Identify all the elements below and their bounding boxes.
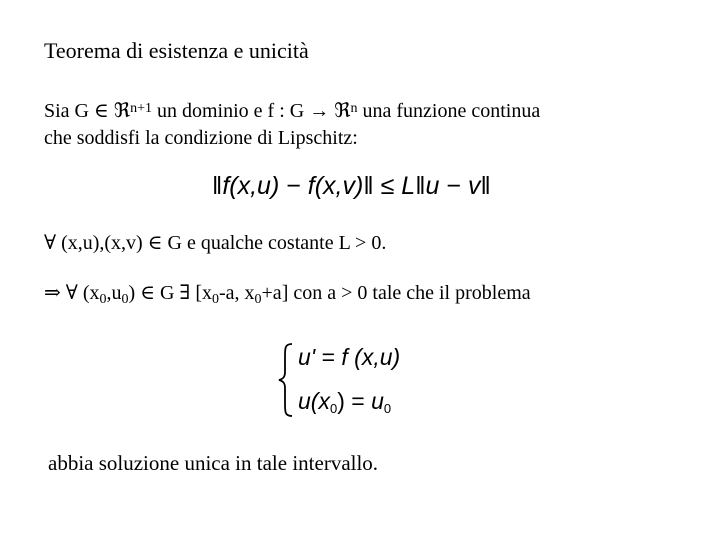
subscript: 0 <box>329 401 338 416</box>
page-title: Teorema di esistenza e unicità <box>44 38 309 63</box>
text: (x,u),(x,v) <box>56 232 148 254</box>
statement-line-1 <box>44 98 540 123</box>
text: -a, x <box>218 282 255 304</box>
text: ,u <box>106 282 122 304</box>
curly-brace <box>276 342 296 418</box>
superscript: n+1 <box>130 101 152 116</box>
implies-symbol: ⇒ <box>44 282 61 304</box>
variable-v: v <box>467 172 481 200</box>
exists-symbol: ∃ <box>179 282 191 304</box>
text: Sia G <box>44 100 94 122</box>
function-f: f <box>341 344 348 370</box>
variable-u: u <box>425 172 440 200</box>
value-u: u <box>371 388 384 414</box>
lipschitz-formula <box>212 172 491 201</box>
norm-bar: ‖ <box>212 172 223 200</box>
real-space-symbol: ℜ <box>113 100 131 122</box>
implies-line <box>44 280 531 308</box>
argument: (x,u) <box>229 172 280 200</box>
text: ) <box>128 282 141 304</box>
subscript: 0 <box>211 292 219 307</box>
text: [x <box>190 282 212 304</box>
norm-bar: ‖ <box>480 172 491 200</box>
function-f: f <box>222 172 230 200</box>
leq-sign: ≤ <box>373 172 402 200</box>
forall-symbol: ∀ <box>44 232 57 254</box>
conclusion-line: abbia soluzione unica in tale intervallo. <box>48 451 379 475</box>
text: +a] con a > 0 tale che il problema <box>261 282 531 304</box>
function-f: f <box>307 172 315 200</box>
statement-line-2: che soddisfi la condizione di Lipschitz: <box>44 127 358 149</box>
minus-sign: − <box>439 172 468 200</box>
derivative-u: u' <box>298 344 316 370</box>
text: una funzione continua <box>357 100 541 122</box>
forall-symbol: ∀ <box>65 282 78 304</box>
text: (x <box>77 282 100 304</box>
element-of-symbol: ∈ <box>147 232 163 254</box>
text: un dominio e f : G <box>152 100 310 122</box>
subscript: 0 <box>121 292 129 307</box>
constant-L: L <box>401 172 416 200</box>
arrow-symbol: → <box>309 100 330 122</box>
real-space-symbol: ℜ <box>334 100 351 122</box>
argument: (x <box>310 388 330 414</box>
argument: (x,u) <box>347 344 401 370</box>
subscript: 0 <box>254 292 262 307</box>
text: G <box>155 282 180 304</box>
subscript: 0 <box>99 292 107 307</box>
subscript: 0 <box>383 401 392 416</box>
element-of-symbol: ∈ <box>94 100 109 122</box>
text: G e qualche costante L > 0. <box>162 232 387 254</box>
minus-sign: − <box>279 172 308 200</box>
function-u: u <box>298 388 311 414</box>
forall-line <box>44 230 386 255</box>
norm-bar: ‖ <box>415 172 426 200</box>
equals-sign: ) = <box>337 388 372 414</box>
initial-condition <box>298 388 391 416</box>
equals-sign: = <box>315 344 342 370</box>
norm-bar: ‖ <box>363 172 374 200</box>
superscript: n <box>350 101 358 116</box>
element-of-symbol: ∈ <box>140 282 155 304</box>
ode-equation <box>298 344 400 371</box>
argument: (x,v) <box>314 172 364 200</box>
